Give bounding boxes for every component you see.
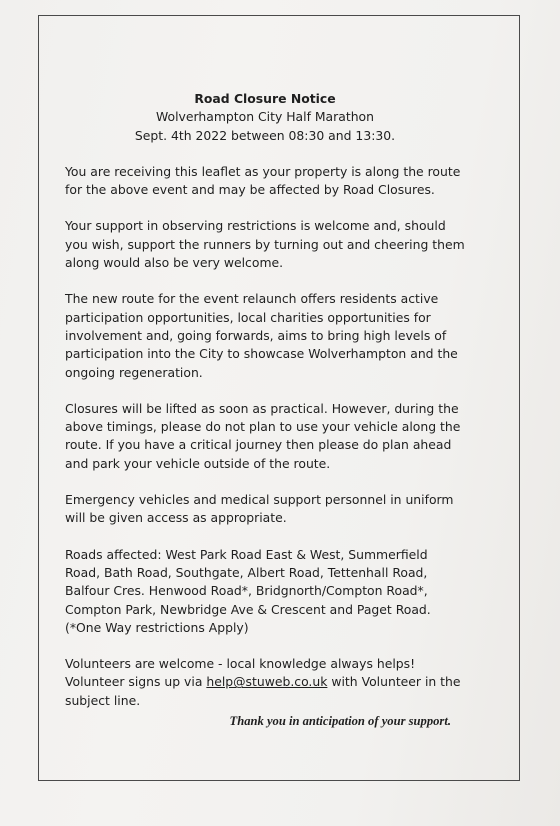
closing-thanks: Thank you in anticipation of your support. — [229, 714, 451, 729]
notice-header — [65, 90, 465, 145]
paragraph-support: Your support in observing restrictions is welcome and, should you wish, support the runners by turning out and cheering them along would also be very welcome. — [65, 218, 465, 271]
volunteers-welcome: Volunteers are welcome - local knowledge always helps! — [65, 656, 416, 672]
paragraph-affected-property: You are receiving this leaflet as your property is along the route for the above event and may be affected by Road Closures. — [65, 163, 461, 198]
paragraph-closures: Closures will be lifted as soon as practical. However, during the above timings, please do not plan to use your vehicle along the route. If you have a critical journey then please do plan ahead and park your vehicle outside of the route. — [65, 400, 461, 471]
paragraph-route-relaunch: The new route for the event relaunch offers residents active participation opportunities, local charities opportunities for involvement and, going forwards, aims to bring high levels of participation into the City to showcase Wolverhampton and the ongoing regeneration. — [65, 291, 458, 380]
event-date: Sept. 4th 2022 between 08:30 and 13:30. — [134, 127, 396, 143]
leaflet-content — [65, 90, 465, 730]
volunteers-signup-suffix: with Volunteer in the subject line. — [65, 674, 461, 708]
volunteers-signup-prefix: Volunteer signs up via — [65, 674, 207, 690]
paragraph-emergency-access: Emergency vehicles and medical support personnel in uniform will be given access as appropriate. — [65, 492, 454, 526]
event-name: Wolverhampton City Half Marathon — [156, 109, 374, 125]
volunteer-email-link[interactable]: help@stuweb.co.uk — [206, 674, 328, 690]
paragraph-roads-affected: Roads affected: West Park Road East & West, Summerfield Road, Bath Road, Southgate, Albert Road, Tettenhall Road, Balfour Cres. Henwood Road*, Bridgnorth/Compton Road*, Compton Park, Newbridge Ave & Crescent and Paget Road. (*One Way restrictions Apply) — [65, 546, 431, 635]
notice-title: Road Closure Notice — [194, 91, 336, 106]
paragraph-volunteers — [65, 655, 465, 710]
